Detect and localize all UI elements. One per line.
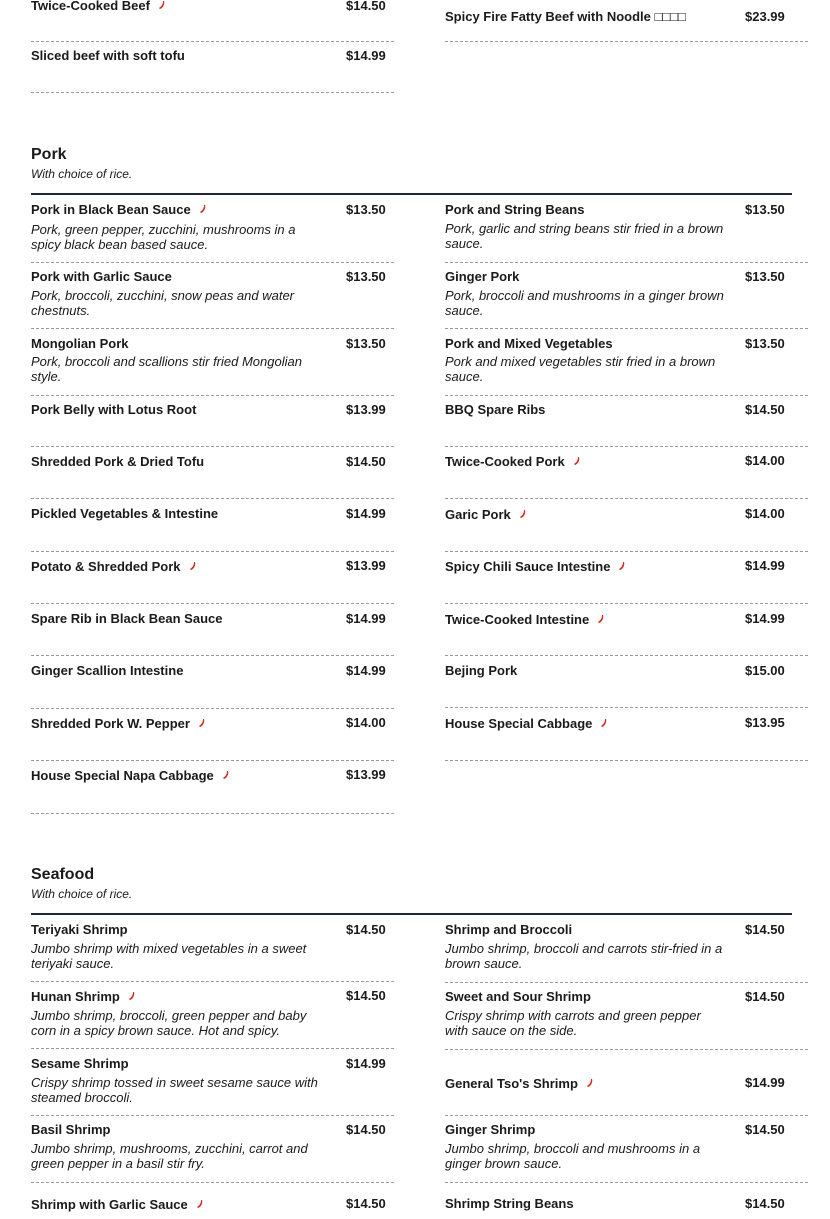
item-name: Pork in Black Bean Sauce (31, 202, 207, 217)
dashed-divider (31, 1048, 394, 1049)
dashed-divider (445, 328, 808, 329)
item-name: Shrimp with Garlic Sauce (31, 1197, 204, 1212)
dashed-divider (31, 708, 394, 709)
item-price: $15.00 (745, 663, 785, 678)
item-price: $13.99 (346, 558, 386, 573)
item-name: Ginger Shrimp (445, 1122, 536, 1137)
item-description: Pork, broccoli and scallions stir fried Mongolian style. (31, 354, 302, 384)
item-name: Sweet and Sour Shrimp (445, 989, 591, 1004)
section-title-pork: Pork (31, 146, 67, 163)
item-price: $14.50 (745, 1196, 785, 1211)
dashed-divider (31, 498, 394, 499)
dashed-divider (31, 981, 394, 982)
item-price: $14.99 (346, 611, 386, 626)
item-name: Garic Pork (445, 507, 527, 522)
item-name: Teriyaki Shrimp (31, 922, 128, 937)
item-price: $14.50 (346, 0, 386, 13)
item-price: $14.99 (346, 663, 386, 678)
item-name: Mongolian Pork (31, 336, 129, 351)
item-price: $13.50 (346, 269, 386, 284)
item-price: $14.99 (745, 611, 785, 626)
item-price: $14.99 (745, 558, 785, 573)
chili-pepper-icon (196, 1199, 204, 1209)
item-description: Pork, broccoli, zucchini, snow peas and water chestnuts. (31, 288, 295, 318)
dashed-divider (445, 1049, 808, 1050)
dashed-divider (445, 395, 808, 396)
dashed-divider (445, 760, 808, 761)
chili-pepper-icon (586, 1078, 594, 1088)
item-name: House Special Napa Cabbage (31, 768, 230, 783)
item-price: $13.50 (745, 269, 785, 284)
item-description: Jumbo shrimp, broccoli and mushrooms in a ginger brown sauce. (445, 1141, 701, 1171)
dashed-divider (445, 982, 808, 983)
chili-pepper-icon (189, 561, 197, 571)
section-subtitle-seafood: With choice of rice. (31, 887, 133, 901)
dashed-divider (31, 551, 394, 552)
chili-pepper-icon (222, 770, 230, 780)
item-name: Pickled Vegetables & Intestine (31, 506, 219, 521)
item-name: Basil Shrimp (31, 1122, 111, 1137)
item-price: $14.50 (745, 922, 785, 937)
dashed-divider (31, 395, 394, 396)
item-description: Pork and mixed vegetables stir fried in a brown sauce. (445, 354, 716, 384)
chili-pepper-icon (600, 718, 608, 728)
dashed-divider (445, 498, 808, 499)
item-description: Jumbo shrimp, broccoli, green pepper and baby corn in a spicy brown sauce. Hot and spicy. (31, 1008, 307, 1038)
item-name: Ginger Scallion Intestine (31, 663, 184, 678)
chili-pepper-icon (597, 614, 605, 624)
dashed-divider (31, 328, 394, 329)
item-name: Pork and String Beans (445, 202, 585, 217)
item-price: $13.50 (346, 336, 386, 351)
item-description: Crispy shrimp tossed in sweet sesame sauce with steamed broccoli. (31, 1075, 318, 1105)
chili-pepper-icon (198, 718, 206, 728)
item-name: Shredded Pork W. Pepper (31, 716, 206, 731)
dashed-divider (31, 1182, 394, 1183)
item-name: Spicy Fire Fatty Beef with Noodle □□□□ (445, 9, 686, 24)
item-description: Pork, green pepper, zucchini, mushrooms in a spicy black bean based sauce. (31, 222, 296, 252)
item-name: Sliced beef with soft tofu (31, 48, 185, 63)
dashed-divider (445, 655, 808, 656)
item-name: Shrimp String Beans (445, 1196, 574, 1211)
item-name: Potato & Shredded Pork (31, 559, 197, 574)
dashed-divider (31, 655, 394, 656)
dashed-divider (31, 92, 394, 93)
item-description: Crispy shrimp with carrots and green pepper with sauce on the side. (445, 1008, 701, 1038)
item-price: $13.50 (745, 336, 785, 351)
section-subtitle-pork: With choice of rice. (31, 167, 133, 181)
item-name: Twice-Cooked Pork (445, 454, 581, 469)
item-price: $14.99 (346, 506, 386, 521)
item-name: General Tso's Shrimp (445, 1076, 594, 1091)
item-price: $14.50 (346, 1196, 386, 1211)
item-price: $13.99 (346, 402, 386, 417)
chili-pepper-icon (158, 0, 166, 10)
item-description: Pork, garlic and string beans stir fried in a brown sauce. (445, 221, 724, 251)
item-description: Pork, broccoli and mushrooms in a ginger brown sauce. (445, 288, 724, 318)
dashed-divider (445, 446, 808, 447)
dashed-divider (445, 603, 808, 604)
dashed-divider (31, 446, 394, 447)
chili-pepper-icon (199, 204, 207, 214)
item-description: Jumbo shrimp, broccoli and carrots stir-fried in a brown sauce. (445, 941, 723, 971)
dashed-divider (445, 707, 808, 708)
item-price: $14.50 (346, 988, 386, 1003)
item-name: Pork with Garlic Sauce (31, 269, 172, 284)
item-price: $14.50 (745, 1122, 785, 1137)
item-name: Shredded Pork & Dried Tofu (31, 454, 205, 469)
item-price: $14.00 (346, 715, 386, 730)
item-price: $14.99 (745, 1075, 785, 1090)
item-price: $13.99 (346, 767, 386, 782)
chili-pepper-icon (128, 991, 136, 1001)
dashed-divider (31, 41, 394, 42)
item-price: $14.99 (346, 1056, 386, 1071)
dashed-divider (445, 551, 808, 552)
item-price: $23.99 (745, 9, 785, 24)
item-name: Shrimp and Broccoli (445, 922, 573, 937)
item-price: $14.50 (745, 402, 785, 417)
chili-pepper-icon (519, 509, 527, 519)
section-divider (31, 193, 792, 195)
item-price: $14.99 (346, 48, 386, 63)
item-price: $13.95 (745, 715, 785, 730)
section-title-seafood: Seafood (31, 866, 95, 883)
item-price: $14.50 (346, 1122, 386, 1137)
item-name: Bejing Pork (445, 663, 518, 678)
item-name: Spicy Chili Sauce Intestine (445, 559, 626, 574)
item-name: Twice-Cooked Beef (31, 0, 166, 13)
dashed-divider (31, 262, 394, 263)
item-name: BBQ Spare Ribs (445, 402, 546, 417)
dashed-divider (31, 603, 394, 604)
item-price: $14.50 (346, 922, 386, 937)
item-description: Jumbo shrimp with mixed vegetables in a sweet teriyaki sauce. (31, 941, 307, 971)
item-name: Spare Rib in Black Bean Sauce (31, 611, 223, 626)
dashed-divider (445, 1115, 808, 1116)
section-divider (31, 913, 792, 915)
item-price: $14.00 (745, 453, 785, 468)
dashed-divider (31, 760, 394, 761)
dashed-divider (445, 41, 808, 42)
item-name: Pork Belly with Lotus Root (31, 402, 197, 417)
dashed-divider (31, 1115, 394, 1116)
item-price: $14.50 (745, 989, 785, 1004)
item-price: $14.00 (745, 506, 785, 521)
chili-pepper-icon (618, 561, 626, 571)
item-name: Pork and Mixed Vegetables (445, 336, 613, 351)
item-price: $13.50 (346, 202, 386, 217)
item-name: House Special Cabbage (445, 716, 608, 731)
dashed-divider (31, 813, 394, 814)
item-name: Ginger Pork (445, 269, 520, 284)
dashed-divider (445, 262, 808, 263)
dashed-divider (445, 1182, 808, 1183)
item-price: $13.50 (745, 202, 785, 217)
item-price: $14.50 (346, 454, 386, 469)
item-description: Jumbo shrimp, mushrooms, zucchini, carrot and green pepper in a basil stir fry. (31, 1141, 308, 1171)
chili-pepper-icon (573, 456, 581, 466)
item-name: Sesame Shrimp (31, 1056, 129, 1071)
item-name: Twice-Cooked Intestine (445, 612, 605, 627)
item-name: Hunan Shrimp (31, 989, 136, 1004)
